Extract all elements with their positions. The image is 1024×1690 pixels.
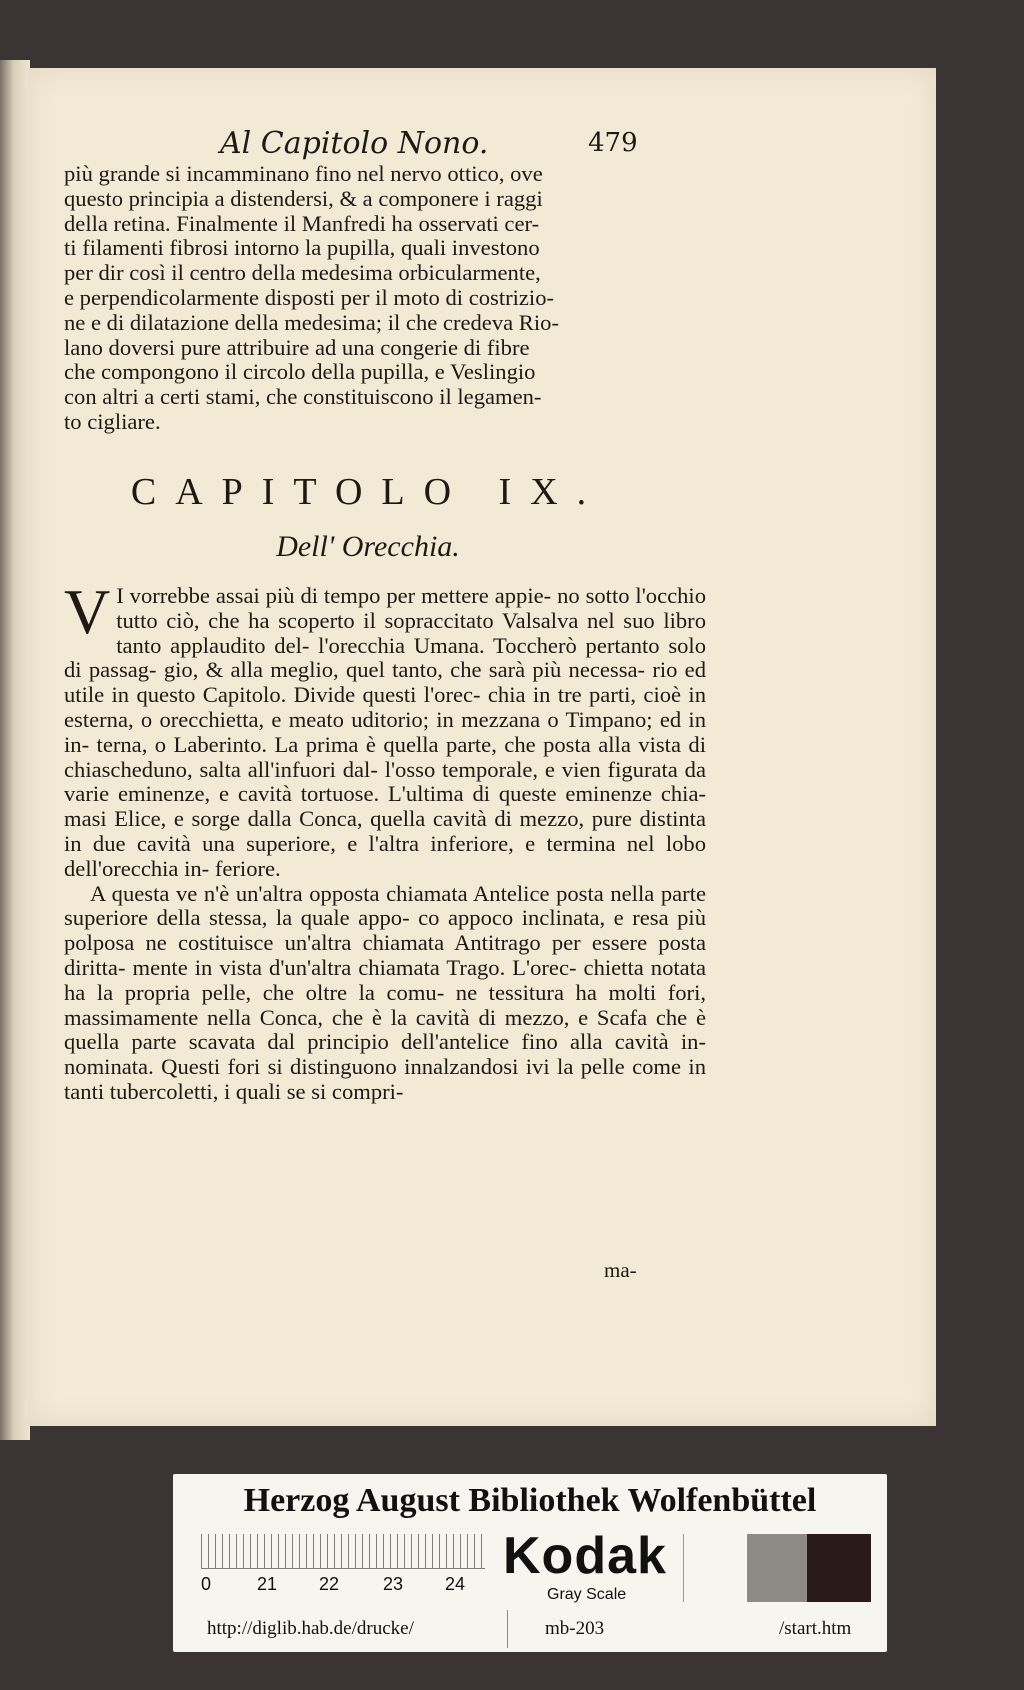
paragraph-2: A questa ve n'è un'altra opposta chiamata Antelice posta nella parte superiore della stessa, la quale appo- co appoco inclinata, e resa più polposa ne costituisce un'altra chiamata Antitrago per essere posta diritta- mente in vista d'un'altra chiamata Trago. L'orec- chietta notata ha la propria pelle, che oltre la comu- ne tessitura ha molti fori, massimamente nella Conca, che è la cavità di mezzo, e Scafa che è quella parte scavata dal principio dell'antelice fino alla cavità in- nominata. Questi fori si distinguono innalzandosi ivi la pelle come in tanti tubercoletti, i quali se si compri- [64,880,706,1104]
adjacent-page-edge [0,60,30,1440]
chapter-body [64,576,706,1105]
library-name: Herzog August Bibliothek Wolfenbüttel [243,1482,817,1519]
text-line: con altri a certi stami, che constituiscono il legamen- [64,384,542,410]
text-line: lano doversi pure attribuire ad una congerie di fibre [64,334,530,360]
text-line: che compongono il circolo della pupilla, e Veslingio [64,359,536,385]
chapter-title: CAPITOLO IX. [130,471,606,513]
footer-id: mb-203 [545,1618,605,1639]
paragraph-1 [64,576,706,882]
gray-patch-white [683,1534,748,1602]
continued-text [64,162,706,435]
chapter-subtitle: Dell' Orecchia. [276,530,460,563]
gray-patch-dark [807,1534,871,1602]
text-line: ne e di dilatazione della medesima; il che credeva Rio- [64,309,559,335]
gray-patch-mid [747,1534,807,1602]
running-head: Al Capitolo Nono. [220,126,489,161]
card-footer [173,1618,887,1646]
scale-label: 0 [201,1574,212,1594]
scale-labels [201,1574,491,1598]
text-line: per dir così il centro della medesima orbicularmente, [64,260,541,286]
text-line: to cigliare. [64,408,161,434]
scale-ruler [201,1534,485,1569]
footer-url-left: http://diglib.hab.de/drucke/ [207,1618,414,1639]
page-number: 479 [588,128,638,158]
text-line: della retina. Finalmente il Manfredi ha osservati cer- [64,210,540,236]
catchword: ma- [604,1258,637,1282]
text-line: ti filamenti fibrosi intorno la pupilla, quali investono [64,235,540,261]
text-line: e perpendicolarmente disposti per il moto di costrizio- [64,284,555,310]
library-label-card [173,1474,887,1652]
paragraph-1-text: I vorrebbe assai più di tempo per mettere appie- no sotto l'occhio tutto ciò, che ha scoperto il sopraccitato Valsalva nel suo libro tanto applaudito del- l'orecchia Umana. Toccherò pertanto solo di passag- gio, & alla meglio, quel tanto, che sarà più necessa- rio ed utile in questo Capitolo. Divide questi l'orec- chia in tre parti, cioè in esterna, o orecchietta, e meato uditorio; in mezzana o Timpano; ed in in- terna, o Laberinto. La prima è quella parte, che posta alla vista di chiascheduno, salta all'infuori dal- l'osso temporale, e vien figurata da varie eminenze, e cavità tortuose. L'ultima di queste eminenze chia- masi Elice, e sorge dalla Conca, quella cavità di mezzo, pure distinta in due cavità una superiore, e l'altra inferiore, e termina nel lobo dell'orecchia in- feriore. [64,583,706,881]
scale-label: 23 [383,1574,404,1594]
text-line: più grande si incamminano fino nel nervo ottico, ove [64,161,543,186]
grayscale-label: Gray Scale [547,1586,627,1603]
scale-label: 21 [257,1574,278,1594]
footer-url-right: /start.htm [779,1618,852,1639]
drop-cap: V [64,576,111,647]
scale-label: 22 [319,1574,340,1594]
book-page [28,68,936,1426]
kodak-logo: Kodak [503,1527,667,1585]
scale-label: 24 [445,1574,466,1594]
text-line: questo principia a distendersi, & a componere i raggi [64,185,543,211]
